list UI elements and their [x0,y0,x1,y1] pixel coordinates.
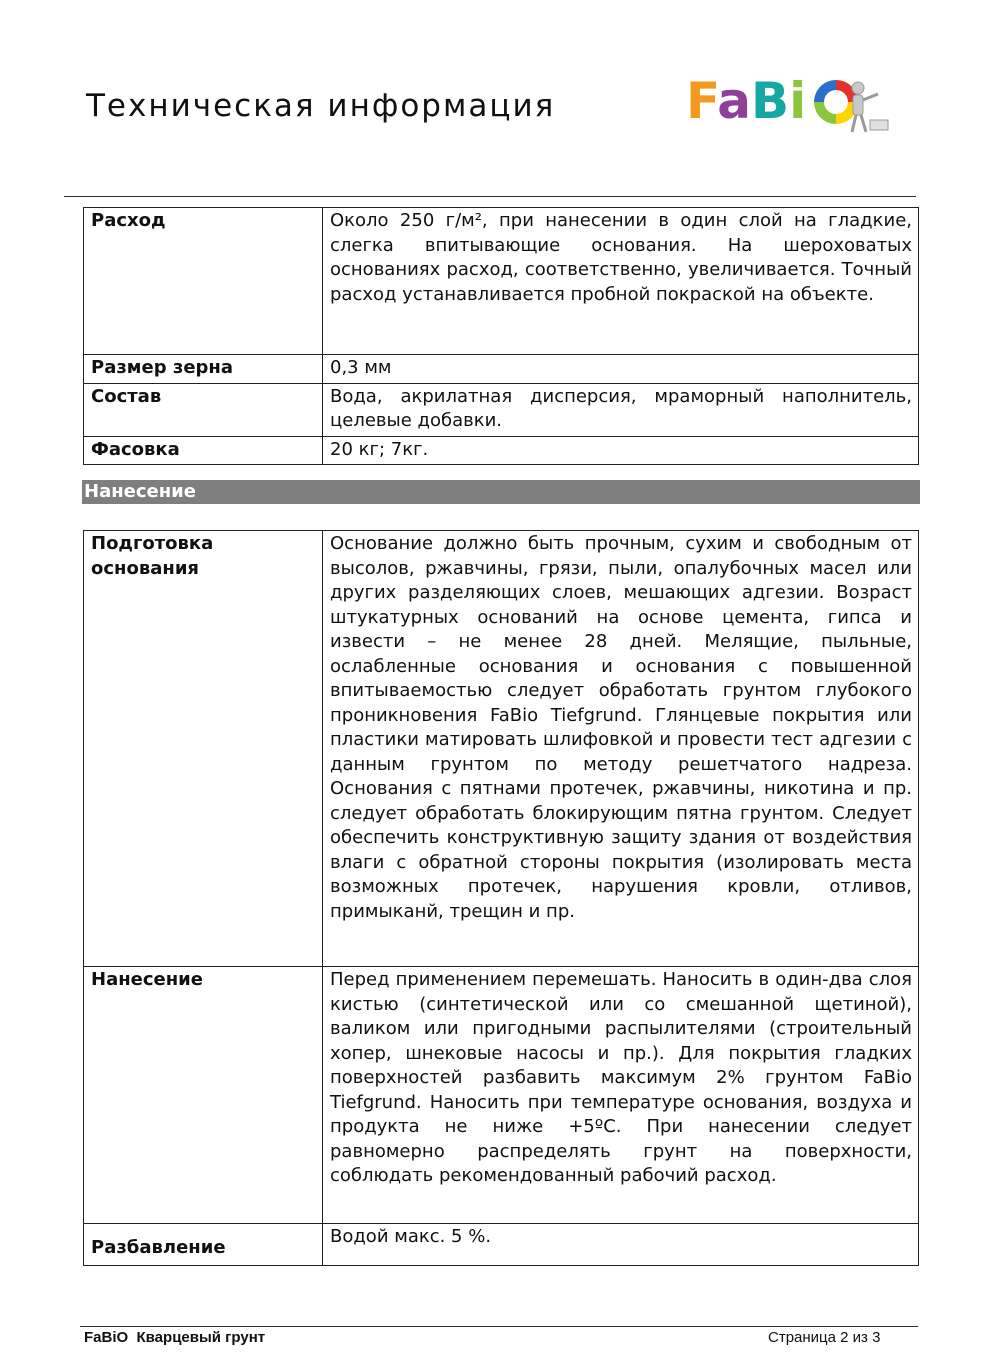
row-label: Нанесение [84,967,323,1224]
logo-wordmark [686,72,806,130]
page-title: Техническая информация [86,88,556,124]
row-value: Основание должно быть прочным, сухим и свободным от высолов, ржавчины, грязи, пыли, опалубочных масел или других разделяющих слоев, мешающих адгезии. Возраст штукатурных оснований на основе цемента, гипса и извести – не менее 28 дней. Мелящие, пыльные, ослабленные основания и основания с повышенной впитываемостью следует обработать грунтом глубокого проникновения FaBio Tiefgrund. Глянцевые покрытия или пластики матировать шлифовкой и провести тест адгезии с данным грунтом по методу решетчатого надреза. Основания с пятнами протечек, ржавчины, никотина и пр. следует обработать блокирующим пятна грунтом. Следует обеспечить конструктивную защиту здания от воздействия влаги с обратной стороны покрытия (изолировать места возможных протечек, нарушения кровли, отливов, примыканй, трещин и пр. [323,531,919,967]
logo-figure [852,82,888,132]
table-row [84,1224,919,1266]
logo-letter-f: F [686,72,718,130]
row-label: Разбавление [84,1224,323,1266]
table-row [84,208,919,355]
table-row [84,436,919,465]
table-row [84,355,919,384]
row-value: 20 кг; 7кг. [323,436,919,465]
row-value: Около 250 г/м², при нанесении в один слой на гладкие, слегка впитывающие основания. На шероховатых основаниях расход, соответственно, увеличивается. Точный расход устанавливается пробной покраской на объекте. [323,208,919,355]
row-label: Расход [84,208,323,355]
footer-product: FaBiO Кварцевый грунт [84,1329,266,1346]
table-row [84,383,919,436]
logo-letter-i: i [789,72,807,130]
row-value: Водой макс. 5 %. [323,1224,919,1266]
logo-letter-a: a [717,72,751,130]
footer-divider [80,1326,918,1327]
row-label: Подготовка основания [84,531,323,967]
logo-letter-b: B [750,72,790,130]
logo-color-wheel [814,80,858,124]
footer-page-number: Страница 2 из 3 [768,1329,881,1346]
header-divider [64,196,916,197]
row-label: Размер зерна [84,355,323,384]
section-header: Нанесение [82,480,920,504]
row-label: Состав [84,383,323,436]
fabio-logo [676,58,906,142]
row-label: Фасовка [84,436,323,465]
application-table [83,530,919,1266]
row-value: Вода, акрилатная дисперсия, мраморный наполнитель, целевые добавки. [323,383,919,436]
properties-table [83,207,919,465]
row-value: 0,3 мм [323,355,919,384]
row-value: Перед применением перемешать. Наносить в один-два слоя кистью (синтетической или со смешанной щетиной), валиком или пригодными распылителями (строительный хопер, шнековые насосы и пр.). Для покрытия гладких поверхностей разбавить максимум 2% грунтом FaBio Tiefgrund. Наносить при температуре основания, воздуха и продукта не ниже +5ºC. При нанесении следует равномерно распределять грунт на поверхности, соблюдать рекомендованный рабочий расход. [323,967,919,1224]
table-row [84,531,919,967]
table-row [84,967,919,1224]
